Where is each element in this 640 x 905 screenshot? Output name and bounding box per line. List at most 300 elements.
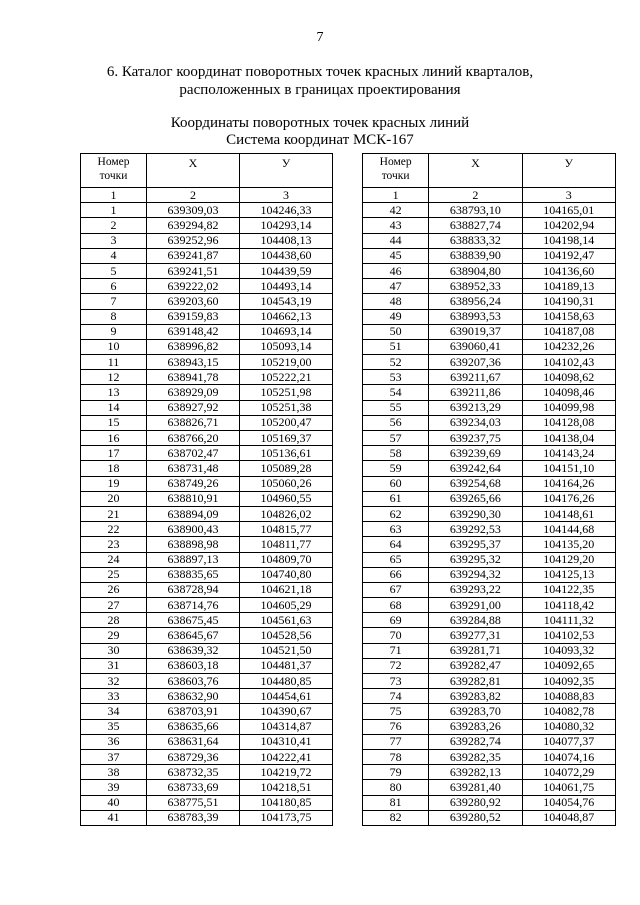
table-row bbox=[81, 415, 333, 430]
y-coordinate-cell: 104082,78 bbox=[522, 704, 615, 719]
y-coordinate-cell: 104138,04 bbox=[522, 431, 615, 446]
y-coordinate-cell: 105251,38 bbox=[240, 400, 333, 415]
y-coordinate-cell: 105200,47 bbox=[240, 415, 333, 430]
x-coordinate-cell: 639203,60 bbox=[147, 294, 240, 309]
y-coordinate-cell: 104481,37 bbox=[240, 658, 333, 673]
y-coordinate-cell: 104048,87 bbox=[522, 810, 615, 825]
x-coordinate-cell: 639242,64 bbox=[429, 461, 522, 476]
table-row bbox=[363, 643, 616, 658]
y-coordinate-cell: 104187,08 bbox=[522, 324, 615, 339]
y-coordinate-cell: 104144,68 bbox=[522, 522, 615, 537]
x-coordinate-cell: 638728,94 bbox=[147, 582, 240, 597]
y-coordinate-cell: 104173,75 bbox=[240, 810, 333, 825]
y-coordinate-cell: 104158,63 bbox=[522, 309, 615, 324]
x-coordinate-cell: 639060,41 bbox=[429, 339, 522, 354]
y-coordinate-cell: 104809,70 bbox=[240, 552, 333, 567]
x-coordinate-cell: 639280,92 bbox=[429, 795, 522, 810]
y-coordinate-cell: 105089,28 bbox=[240, 461, 333, 476]
point-number-cell: 76 bbox=[363, 719, 429, 734]
point-number-cell: 56 bbox=[363, 415, 429, 430]
y-header: У bbox=[522, 154, 615, 188]
column-index: 1 bbox=[81, 188, 147, 203]
table-row bbox=[81, 780, 333, 795]
y-coordinate-cell: 104662,13 bbox=[240, 309, 333, 324]
x-coordinate-cell: 638827,74 bbox=[429, 218, 522, 233]
y-coordinate-cell: 104605,29 bbox=[240, 598, 333, 613]
y-coordinate-cell: 104480,85 bbox=[240, 674, 333, 689]
x-coordinate-cell: 639239,69 bbox=[429, 446, 522, 461]
table-row bbox=[81, 582, 333, 597]
x-coordinate-cell: 639292,53 bbox=[429, 522, 522, 537]
column-index: 3 bbox=[522, 188, 615, 203]
table-row bbox=[363, 582, 616, 597]
table-row bbox=[363, 476, 616, 491]
x-coordinate-cell: 639309,03 bbox=[147, 203, 240, 218]
point-number-cell: 64 bbox=[363, 537, 429, 552]
table-row bbox=[81, 506, 333, 521]
point-number-cell: 2 bbox=[81, 218, 147, 233]
y-coordinate-cell: 104246,33 bbox=[240, 203, 333, 218]
y-coordinate-cell: 104310,41 bbox=[240, 734, 333, 749]
point-number-cell: 65 bbox=[363, 552, 429, 567]
table-row bbox=[363, 689, 616, 704]
table-title bbox=[60, 115, 580, 149]
x-coordinate-cell: 639265,66 bbox=[429, 491, 522, 506]
point-number-cell: 47 bbox=[363, 279, 429, 294]
table-row bbox=[81, 719, 333, 734]
x-coordinate-cell: 639234,03 bbox=[429, 415, 522, 430]
table-row bbox=[81, 476, 333, 491]
x-coordinate-cell: 639211,86 bbox=[429, 385, 522, 400]
point-number-cell: 32 bbox=[81, 674, 147, 689]
y-coordinate-cell: 104561,63 bbox=[240, 613, 333, 628]
y-coordinate-cell: 104390,67 bbox=[240, 704, 333, 719]
x-header: X bbox=[429, 154, 522, 188]
y-coordinate-cell: 104439,59 bbox=[240, 263, 333, 278]
x-coordinate-cell: 639283,70 bbox=[429, 704, 522, 719]
x-coordinate-cell: 638775,51 bbox=[147, 795, 240, 810]
point-number-cell: 21 bbox=[81, 506, 147, 521]
y-coordinate-cell: 104164,26 bbox=[522, 476, 615, 491]
x-coordinate-cell: 638952,33 bbox=[429, 279, 522, 294]
y-coordinate-cell: 104088,83 bbox=[522, 689, 615, 704]
column-index: 1 bbox=[363, 188, 429, 203]
x-coordinate-cell: 638714,76 bbox=[147, 598, 240, 613]
x-coordinate-cell: 639281,71 bbox=[429, 643, 522, 658]
table-row bbox=[363, 400, 616, 415]
y-coordinate-cell: 104189,13 bbox=[522, 279, 615, 294]
point-number-cell: 31 bbox=[81, 658, 147, 673]
point-number-cell: 28 bbox=[81, 613, 147, 628]
table-row bbox=[363, 461, 616, 476]
table-row bbox=[81, 689, 333, 704]
table-row bbox=[363, 765, 616, 780]
point-number-cell: 71 bbox=[363, 643, 429, 658]
x-coordinate-cell: 638897,13 bbox=[147, 552, 240, 567]
x-coordinate-cell: 639290,30 bbox=[429, 506, 522, 521]
header-row bbox=[81, 154, 333, 188]
x-coordinate-cell: 638766,20 bbox=[147, 431, 240, 446]
table-row bbox=[363, 324, 616, 339]
x-coordinate-cell: 638993,53 bbox=[429, 309, 522, 324]
x-coordinate-cell: 638639,32 bbox=[147, 643, 240, 658]
table-row bbox=[81, 522, 333, 537]
point-number-cell: 1 bbox=[81, 203, 147, 218]
point-number-cell: 30 bbox=[81, 643, 147, 658]
y-coordinate-cell: 105093,14 bbox=[240, 339, 333, 354]
x-coordinate-cell: 638675,45 bbox=[147, 613, 240, 628]
y-coordinate-cell: 104543,19 bbox=[240, 294, 333, 309]
table-row bbox=[363, 628, 616, 643]
table-row bbox=[363, 431, 616, 446]
table-row bbox=[363, 598, 616, 613]
x-coordinate-cell: 639295,37 bbox=[429, 537, 522, 552]
y-coordinate-cell: 104165,01 bbox=[522, 203, 615, 218]
y-coordinate-cell: 104222,41 bbox=[240, 749, 333, 764]
table-row bbox=[363, 415, 616, 430]
y-coordinate-cell: 104528,56 bbox=[240, 628, 333, 643]
table-row bbox=[81, 537, 333, 552]
x-coordinate-cell: 638603,18 bbox=[147, 658, 240, 673]
point-number-cell: 35 bbox=[81, 719, 147, 734]
table-row bbox=[363, 658, 616, 673]
point-number-cell: 61 bbox=[363, 491, 429, 506]
table-row bbox=[81, 734, 333, 749]
y-coordinate-cell: 105222,21 bbox=[240, 370, 333, 385]
point-number-cell: 26 bbox=[81, 582, 147, 597]
x-coordinate-cell: 638702,47 bbox=[147, 446, 240, 461]
table-row bbox=[81, 446, 333, 461]
y-coordinate-cell: 104826,02 bbox=[240, 506, 333, 521]
point-number-cell: 55 bbox=[363, 400, 429, 415]
x-coordinate-cell: 639159,83 bbox=[147, 309, 240, 324]
x-coordinate-cell: 638835,65 bbox=[147, 567, 240, 582]
x-coordinate-cell: 638733,69 bbox=[147, 780, 240, 795]
table-row bbox=[363, 780, 616, 795]
section-title bbox=[60, 63, 580, 99]
x-coordinate-cell: 638783,39 bbox=[147, 810, 240, 825]
y-coordinate-cell: 104102,53 bbox=[522, 628, 615, 643]
y-coordinate-cell: 104135,20 bbox=[522, 537, 615, 552]
point-number-cell: 70 bbox=[363, 628, 429, 643]
table-row bbox=[81, 795, 333, 810]
point-number-cell: 38 bbox=[81, 765, 147, 780]
point-number-cell: 48 bbox=[363, 294, 429, 309]
table-row bbox=[81, 643, 333, 658]
x-coordinate-cell: 639282,74 bbox=[429, 734, 522, 749]
column-index: 2 bbox=[147, 188, 240, 203]
point-number-cell: 29 bbox=[81, 628, 147, 643]
column-index: 3 bbox=[240, 188, 333, 203]
point-number-cell: 53 bbox=[363, 370, 429, 385]
y-coordinate-cell: 104074,16 bbox=[522, 749, 615, 764]
y-coordinate-cell: 104125,13 bbox=[522, 567, 615, 582]
point-number-cell: 37 bbox=[81, 749, 147, 764]
point-number-cell: 40 bbox=[81, 795, 147, 810]
x-coordinate-cell: 639284,88 bbox=[429, 613, 522, 628]
table-row bbox=[363, 203, 616, 218]
x-coordinate-cell: 638732,35 bbox=[147, 765, 240, 780]
y-coordinate-cell: 104693,14 bbox=[240, 324, 333, 339]
point-number-cell: 49 bbox=[363, 309, 429, 324]
y-coordinate-cell: 104092,35 bbox=[522, 674, 615, 689]
point-number-cell: 4 bbox=[81, 248, 147, 263]
point-number-cell: 77 bbox=[363, 734, 429, 749]
point-number-cell: 74 bbox=[363, 689, 429, 704]
y-coordinate-cell: 104093,32 bbox=[522, 643, 615, 658]
x-coordinate-cell: 639148,42 bbox=[147, 324, 240, 339]
point-number-cell: 36 bbox=[81, 734, 147, 749]
table-row bbox=[81, 598, 333, 613]
x-coordinate-cell: 639294,82 bbox=[147, 218, 240, 233]
y-coordinate-cell: 104128,08 bbox=[522, 415, 615, 430]
y-coordinate-cell: 105169,37 bbox=[240, 431, 333, 446]
x-coordinate-cell: 639237,75 bbox=[429, 431, 522, 446]
y-coordinate-cell: 104122,35 bbox=[522, 582, 615, 597]
x-coordinate-cell: 638900,43 bbox=[147, 522, 240, 537]
point-number-cell: 34 bbox=[81, 704, 147, 719]
point-number-cell: 39 bbox=[81, 780, 147, 795]
x-coordinate-cell: 639254,68 bbox=[429, 476, 522, 491]
table-body bbox=[81, 203, 333, 826]
y-coordinate-cell: 105136,61 bbox=[240, 446, 333, 461]
point-number-header: Номер точки bbox=[81, 154, 147, 188]
table-row bbox=[81, 491, 333, 506]
table-row bbox=[81, 233, 333, 248]
table-row bbox=[81, 263, 333, 278]
table-row bbox=[363, 263, 616, 278]
table-row bbox=[81, 704, 333, 719]
y-coordinate-cell: 104218,51 bbox=[240, 780, 333, 795]
y-coordinate-cell: 104740,80 bbox=[240, 567, 333, 582]
table-row bbox=[363, 370, 616, 385]
table-row bbox=[81, 309, 333, 324]
y-coordinate-cell: 104148,61 bbox=[522, 506, 615, 521]
point-number-cell: 58 bbox=[363, 446, 429, 461]
point-number-cell: 79 bbox=[363, 765, 429, 780]
y-coordinate-cell: 104061,75 bbox=[522, 780, 615, 795]
table-row bbox=[363, 567, 616, 582]
table-body bbox=[363, 203, 616, 826]
x-coordinate-cell: 639280,52 bbox=[429, 810, 522, 825]
y-coordinate-cell: 104408,13 bbox=[240, 233, 333, 248]
point-number-cell: 27 bbox=[81, 598, 147, 613]
x-coordinate-cell: 639282,13 bbox=[429, 765, 522, 780]
x-coordinate-cell: 639293,22 bbox=[429, 582, 522, 597]
table-row bbox=[363, 279, 616, 294]
x-coordinate-cell: 638927,92 bbox=[147, 400, 240, 415]
x-coordinate-cell: 639241,51 bbox=[147, 263, 240, 278]
y-coordinate-cell: 104111,32 bbox=[522, 613, 615, 628]
table-row bbox=[81, 461, 333, 476]
y-coordinate-cell: 104202,94 bbox=[522, 218, 615, 233]
point-number-cell: 22 bbox=[81, 522, 147, 537]
x-coordinate-cell: 638749,26 bbox=[147, 476, 240, 491]
point-number-cell: 5 bbox=[81, 263, 147, 278]
x-coordinate-cell: 639291,00 bbox=[429, 598, 522, 613]
x-coordinate-cell: 639281,40 bbox=[429, 780, 522, 795]
point-number-cell: 10 bbox=[81, 339, 147, 354]
point-number-cell: 73 bbox=[363, 674, 429, 689]
point-number-cell: 41 bbox=[81, 810, 147, 825]
y-coordinate-cell: 104054,76 bbox=[522, 795, 615, 810]
table-row bbox=[81, 749, 333, 764]
point-number-cell: 23 bbox=[81, 537, 147, 552]
point-number-cell: 75 bbox=[363, 704, 429, 719]
column-index: 2 bbox=[429, 188, 522, 203]
table-row bbox=[363, 446, 616, 461]
y-coordinate-cell: 104314,87 bbox=[240, 719, 333, 734]
table-row bbox=[81, 658, 333, 673]
y-coordinate-cell: 104118,42 bbox=[522, 598, 615, 613]
table-row bbox=[363, 355, 616, 370]
section-title-line: расположенных в границах проектирования bbox=[179, 82, 461, 98]
y-coordinate-cell: 104102,43 bbox=[522, 355, 615, 370]
table-row bbox=[81, 552, 333, 567]
table-row bbox=[81, 324, 333, 339]
x-coordinate-cell: 638941,78 bbox=[147, 370, 240, 385]
table-row bbox=[363, 749, 616, 764]
x-coordinate-cell: 638833,32 bbox=[429, 233, 522, 248]
point-number-cell: 46 bbox=[363, 263, 429, 278]
y-coordinate-cell: 104192,47 bbox=[522, 248, 615, 263]
section-title-line: 6. Каталог координат поворотных точек красных линий кварталов, bbox=[106, 64, 534, 80]
y-header: У bbox=[240, 154, 333, 188]
table-row bbox=[363, 339, 616, 354]
table-row bbox=[363, 522, 616, 537]
table-row bbox=[363, 552, 616, 567]
x-coordinate-cell: 639222,02 bbox=[147, 279, 240, 294]
point-number-cell: 66 bbox=[363, 567, 429, 582]
table-title-line: Координаты поворотных точек красных линий bbox=[170, 115, 470, 131]
y-coordinate-cell: 104098,46 bbox=[522, 385, 615, 400]
point-number-cell: 42 bbox=[363, 203, 429, 218]
x-coordinate-cell: 638603,76 bbox=[147, 674, 240, 689]
point-number-cell: 51 bbox=[363, 339, 429, 354]
table-row bbox=[81, 279, 333, 294]
table-row bbox=[81, 613, 333, 628]
table-row bbox=[81, 355, 333, 370]
x-coordinate-cell: 639277,31 bbox=[429, 628, 522, 643]
x-coordinate-cell: 639207,36 bbox=[429, 355, 522, 370]
y-coordinate-cell: 104198,14 bbox=[522, 233, 615, 248]
y-coordinate-cell: 104080,32 bbox=[522, 719, 615, 734]
table-row bbox=[363, 233, 616, 248]
x-coordinate-cell: 639294,32 bbox=[429, 567, 522, 582]
x-coordinate-cell: 639283,26 bbox=[429, 719, 522, 734]
x-coordinate-cell: 638929,09 bbox=[147, 385, 240, 400]
point-number-cell: 6 bbox=[81, 279, 147, 294]
table-row bbox=[363, 613, 616, 628]
point-number-cell: 15 bbox=[81, 415, 147, 430]
table-row bbox=[363, 810, 616, 825]
point-number-cell: 9 bbox=[81, 324, 147, 339]
point-number-cell: 11 bbox=[81, 355, 147, 370]
x-coordinate-cell: 639282,35 bbox=[429, 749, 522, 764]
point-number-cell: 18 bbox=[81, 461, 147, 476]
x-coordinate-cell: 638632,90 bbox=[147, 689, 240, 704]
table-row bbox=[363, 491, 616, 506]
point-number-cell: 24 bbox=[81, 552, 147, 567]
table-row bbox=[363, 506, 616, 521]
x-coordinate-cell: 638731,48 bbox=[147, 461, 240, 476]
point-number-cell: 14 bbox=[81, 400, 147, 415]
x-coordinate-cell: 638956,24 bbox=[429, 294, 522, 309]
coordinates-table-right bbox=[362, 153, 616, 826]
y-coordinate-cell: 104438,60 bbox=[240, 248, 333, 263]
table-row bbox=[363, 294, 616, 309]
table-row bbox=[363, 674, 616, 689]
table-row bbox=[81, 431, 333, 446]
point-number-cell: 81 bbox=[363, 795, 429, 810]
point-number-cell: 50 bbox=[363, 324, 429, 339]
y-coordinate-cell: 104811,77 bbox=[240, 537, 333, 552]
x-coordinate-cell: 638793,10 bbox=[429, 203, 522, 218]
x-coordinate-cell: 638996,82 bbox=[147, 339, 240, 354]
table-row bbox=[363, 385, 616, 400]
y-coordinate-cell: 104092,65 bbox=[522, 658, 615, 673]
point-number-cell: 63 bbox=[363, 522, 429, 537]
x-coordinate-cell: 638839,90 bbox=[429, 248, 522, 263]
point-number-cell: 62 bbox=[363, 506, 429, 521]
y-coordinate-cell: 104136,60 bbox=[522, 263, 615, 278]
point-number-cell: 3 bbox=[81, 233, 147, 248]
y-coordinate-cell: 104232,26 bbox=[522, 339, 615, 354]
x-coordinate-cell: 639282,47 bbox=[429, 658, 522, 673]
y-coordinate-cell: 105251,98 bbox=[240, 385, 333, 400]
point-number-cell: 7 bbox=[81, 294, 147, 309]
table-row bbox=[363, 719, 616, 734]
point-number-cell: 44 bbox=[363, 233, 429, 248]
point-number-cell: 8 bbox=[81, 309, 147, 324]
table-row bbox=[81, 674, 333, 689]
x-coordinate-cell: 639252,96 bbox=[147, 233, 240, 248]
x-coordinate-cell: 638635,66 bbox=[147, 719, 240, 734]
point-number-cell: 80 bbox=[363, 780, 429, 795]
point-number-cell: 13 bbox=[81, 385, 147, 400]
y-coordinate-cell: 104815,77 bbox=[240, 522, 333, 537]
x-coordinate-cell: 639283,82 bbox=[429, 689, 522, 704]
y-coordinate-cell: 104621,18 bbox=[240, 582, 333, 597]
column-index-row bbox=[363, 188, 616, 203]
x-coordinate-cell: 638826,71 bbox=[147, 415, 240, 430]
x-coordinate-cell: 639295,32 bbox=[429, 552, 522, 567]
point-number-cell: 60 bbox=[363, 476, 429, 491]
y-coordinate-cell: 104454,61 bbox=[240, 689, 333, 704]
column-index-row bbox=[81, 188, 333, 203]
y-coordinate-cell: 105219,00 bbox=[240, 355, 333, 370]
x-coordinate-cell: 638943,15 bbox=[147, 355, 240, 370]
table-row bbox=[81, 203, 333, 218]
x-coordinate-cell: 638631,64 bbox=[147, 734, 240, 749]
table-row bbox=[81, 218, 333, 233]
y-coordinate-cell: 104960,55 bbox=[240, 491, 333, 506]
y-coordinate-cell: 104521,50 bbox=[240, 643, 333, 658]
x-coordinate-cell: 638645,67 bbox=[147, 628, 240, 643]
table-row bbox=[81, 370, 333, 385]
y-coordinate-cell: 104293,14 bbox=[240, 218, 333, 233]
x-coordinate-cell: 638898,98 bbox=[147, 537, 240, 552]
table-row bbox=[81, 385, 333, 400]
y-coordinate-cell: 104151,10 bbox=[522, 461, 615, 476]
table-row bbox=[81, 400, 333, 415]
table-row bbox=[81, 567, 333, 582]
table-row bbox=[363, 795, 616, 810]
point-number-cell: 43 bbox=[363, 218, 429, 233]
y-coordinate-cell: 104219,72 bbox=[240, 765, 333, 780]
point-number-cell: 68 bbox=[363, 598, 429, 613]
y-coordinate-cell: 104190,31 bbox=[522, 294, 615, 309]
